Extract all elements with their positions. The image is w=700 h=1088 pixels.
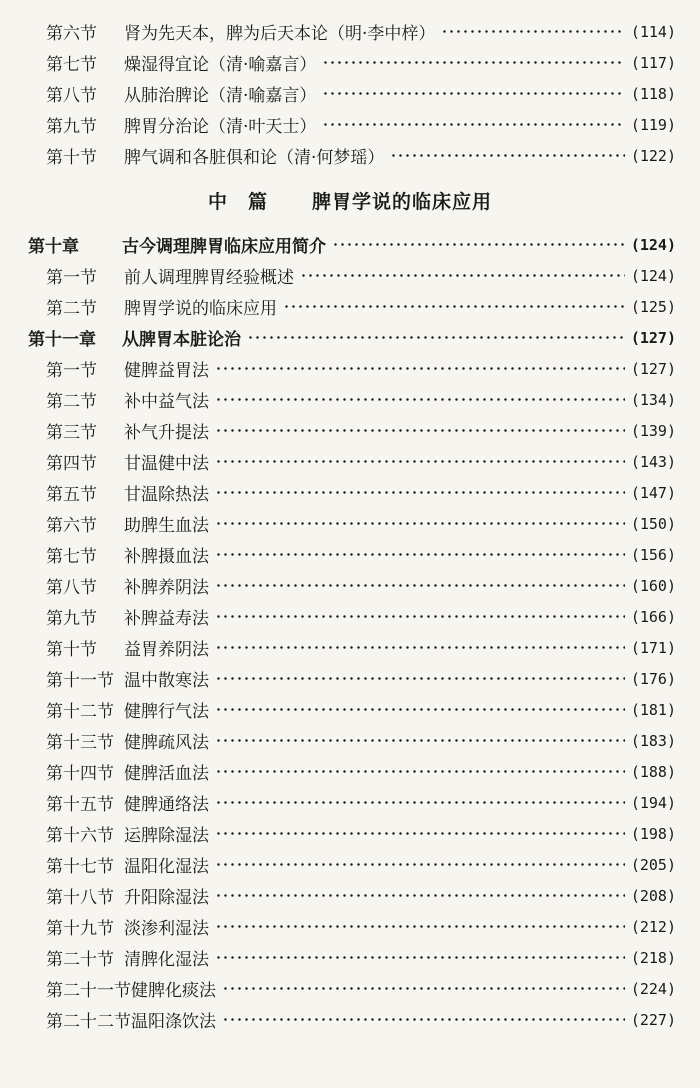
toc-section-entry	[0, 260, 700, 291]
toc-section-entry	[0, 911, 700, 942]
page-number: (156)	[630, 545, 676, 564]
section-title: 补脾益寿法	[124, 609, 209, 629]
section-number: 第二十节	[46, 950, 114, 970]
section-title: 淡渗利湿法	[124, 919, 209, 939]
section-title: 燥湿得宜论（清·喻嘉言）	[124, 55, 317, 75]
leader-dots	[215, 522, 625, 525]
chapter-title: 古今调理脾胃临床应用简介	[122, 237, 326, 257]
section-number: 第一节	[46, 268, 97, 288]
leader-dots	[322, 92, 624, 95]
toc-section-entry	[0, 415, 700, 446]
table-of-contents	[0, 16, 700, 1035]
page-number: (194)	[630, 793, 676, 812]
page-number: (188)	[630, 762, 676, 781]
toc-group-upper	[0, 16, 700, 171]
section-number: 第九节	[46, 609, 97, 629]
page-number: (124)	[630, 266, 676, 285]
section-title: 补中益气法	[124, 392, 209, 412]
leader-dots	[215, 925, 625, 928]
toc-section-entry	[0, 78, 700, 109]
toc-section-entry	[0, 787, 700, 818]
toc-section-entry	[0, 818, 700, 849]
leader-dots	[215, 646, 625, 649]
section-title: 健脾活血法	[124, 764, 209, 784]
page-number: (198)	[630, 824, 676, 843]
section-title: 补气升提法	[124, 423, 209, 443]
page-number: (125)	[630, 297, 676, 316]
section-number: 第十七节	[46, 857, 114, 877]
section-number: 第二节	[46, 299, 97, 319]
part-label: 中 篇	[207, 190, 268, 213]
leader-dots	[215, 367, 625, 370]
section-number: 第七节	[46, 547, 97, 567]
part-name: 脾胃学说的临床应用	[312, 190, 493, 213]
section-number: 第一节	[46, 361, 97, 381]
section-number: 第十节	[46, 148, 97, 168]
section-number: 第十三节	[46, 733, 114, 753]
toc-section-entry	[0, 384, 700, 415]
page-number: (127)	[630, 359, 676, 378]
section-number: 第四节	[46, 454, 97, 474]
toc-section-entry	[0, 539, 700, 570]
leader-dots	[215, 863, 625, 866]
page-number: (208)	[630, 886, 676, 905]
page-number: (150)	[630, 514, 676, 533]
toc-section-entry	[0, 849, 700, 880]
section-title: 健脾益胃法	[124, 361, 209, 381]
leader-dots	[215, 584, 625, 587]
section-number: 第七节	[46, 55, 97, 75]
section-number: 第三节	[46, 423, 97, 443]
section-number: 第二十二节	[46, 1012, 131, 1032]
leader-dots	[215, 615, 625, 618]
section-title: 温阳涤饮法	[131, 1012, 216, 1032]
toc-section-entry	[0, 880, 700, 911]
page-number: (205)	[630, 855, 676, 874]
toc-section-entry	[0, 291, 700, 322]
toc-section-entry	[0, 446, 700, 477]
page-number: (139)	[630, 421, 676, 440]
toc-section-entry	[0, 140, 700, 171]
section-number: 第六节	[46, 24, 97, 44]
section-title: 运脾除湿法	[124, 826, 209, 846]
leader-dots	[215, 708, 625, 711]
section-title: 从肺治脾论（清·喻嘉言）	[124, 86, 317, 106]
toc-group-lower	[0, 229, 700, 1035]
section-number: 第十八节	[46, 888, 114, 908]
leader-dots	[215, 460, 625, 463]
toc-section-entry	[0, 477, 700, 508]
page-number: (160)	[630, 576, 676, 595]
page-number: (218)	[630, 948, 676, 967]
toc-section-entry	[0, 47, 700, 78]
page-number: (183)	[630, 731, 676, 750]
page-number: (134)	[630, 390, 676, 409]
section-number: 第二十一节	[46, 981, 131, 1001]
leader-dots	[215, 398, 625, 401]
section-number: 第九节	[46, 117, 97, 137]
page-number: (127)	[630, 328, 676, 347]
leader-dots	[322, 61, 624, 64]
section-number: 第八节	[46, 578, 97, 598]
section-number: 第十二节	[46, 702, 114, 722]
leader-dots	[215, 491, 625, 494]
section-title: 益胃养阴法	[124, 640, 209, 660]
section-title: 清脾化湿法	[124, 950, 209, 970]
leader-dots	[222, 1018, 625, 1021]
section-title: 补脾养阴法	[124, 578, 209, 598]
page-number: (166)	[630, 607, 676, 626]
section-number: 第六节	[46, 516, 97, 536]
leader-dots	[390, 154, 624, 157]
section-title: 脾胃分治论（清·叶天士）	[124, 117, 317, 137]
leader-dots	[222, 987, 625, 990]
leader-dots	[215, 553, 625, 556]
section-number: 第十一节	[46, 671, 114, 691]
toc-section-entry	[0, 601, 700, 632]
page-number: (143)	[630, 452, 676, 471]
section-title: 助脾生血法	[124, 516, 209, 536]
leader-dots	[215, 429, 625, 432]
toc-section-entry	[0, 663, 700, 694]
page-number: (224)	[630, 979, 676, 998]
page-number: (114)	[630, 22, 676, 41]
toc-section-entry	[0, 16, 700, 47]
leader-dots	[300, 274, 625, 277]
section-title: 健脾通络法	[124, 795, 209, 815]
toc-section-entry	[0, 1004, 700, 1035]
leader-dots	[215, 956, 625, 959]
leader-dots	[283, 305, 625, 308]
toc-section-entry	[0, 353, 700, 384]
page-number: (176)	[630, 669, 676, 688]
section-number: 第十四节	[46, 764, 114, 784]
leader-dots	[215, 677, 625, 680]
section-title: 补脾摄血法	[124, 547, 209, 567]
leader-dots	[441, 30, 624, 33]
toc-section-entry	[0, 725, 700, 756]
chapter-title: 从脾胃本脏论治	[122, 330, 241, 350]
page-number: (117)	[630, 53, 676, 72]
leader-dots	[215, 739, 625, 742]
page-number: (118)	[630, 84, 676, 103]
toc-chapter-entry	[0, 322, 700, 353]
section-number: 第十五节	[46, 795, 114, 815]
page-number: (212)	[630, 917, 676, 936]
page-number: (124)	[630, 235, 676, 254]
toc-chapter-entry	[0, 229, 700, 260]
toc-section-entry	[0, 756, 700, 787]
section-title: 甘温健中法	[124, 454, 209, 474]
chapter-number: 第十一章	[28, 330, 96, 350]
part-heading	[0, 171, 700, 229]
leader-dots	[332, 243, 625, 246]
leader-dots	[215, 894, 625, 897]
section-number: 第十九节	[46, 919, 114, 939]
page-number: (227)	[630, 1010, 676, 1029]
leader-dots	[215, 770, 625, 773]
section-number: 第十六节	[46, 826, 114, 846]
section-number: 第二节	[46, 392, 97, 412]
leader-dots	[215, 832, 625, 835]
section-number: 第五节	[46, 485, 97, 505]
section-title: 前人调理脾胃经验概述	[124, 268, 294, 288]
toc-section-entry	[0, 632, 700, 663]
toc-section-entry	[0, 694, 700, 725]
section-title: 健脾化痰法	[131, 981, 216, 1001]
chapter-number: 第十章	[28, 237, 79, 257]
leader-dots	[322, 123, 624, 126]
page-number: (181)	[630, 700, 676, 719]
section-title: 甘温除热法	[124, 485, 209, 505]
section-number: 第十节	[46, 640, 97, 660]
section-title: 脾气调和各脏俱和论（清·何梦瑶）	[124, 148, 385, 168]
section-number: 第八节	[46, 86, 97, 106]
toc-section-entry	[0, 973, 700, 1004]
section-title: 温中散寒法	[124, 671, 209, 691]
section-title: 健脾疏风法	[124, 733, 209, 753]
page-number: (147)	[630, 483, 676, 502]
section-title: 脾胃学说的临床应用	[124, 299, 277, 319]
page-number: (122)	[630, 146, 676, 165]
section-title: 升阳除湿法	[124, 888, 209, 908]
toc-section-entry	[0, 508, 700, 539]
toc-section-entry	[0, 570, 700, 601]
leader-dots	[247, 336, 625, 339]
toc-section-entry	[0, 942, 700, 973]
page-number: (171)	[630, 638, 676, 657]
section-title: 温阳化湿法	[124, 857, 209, 877]
section-title: 健脾行气法	[124, 702, 209, 722]
page-number: (119)	[630, 115, 676, 134]
toc-section-entry	[0, 109, 700, 140]
leader-dots	[215, 801, 625, 804]
section-title: 肾为先天本，脾为后天本论（明·李中梓）	[124, 24, 436, 44]
